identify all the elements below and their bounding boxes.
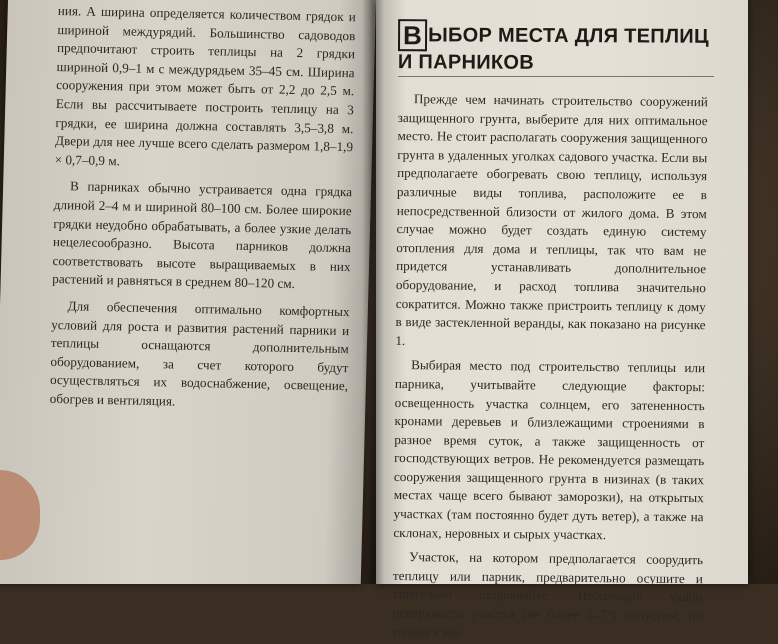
left-page-text [49, 2, 355, 415]
right-paragraph-1: Прежде чем начинать строительство сооружений защищенного грунта, выберите для них оптимальное место. Не стоит располагать сооружения защищенного грунта в удаленных уголках садового участка. Если вы предполагаете обогревать свою теплицу, используя различные виды топлива, расположите ее в непосредственной близости от жилого дома. В этом случае можно будет создать единую систему отопления для дома и теплицы, так что вам не придется устанавливать дополнительное оборудование, и расход топлива значительно сократится. Можно также пристроить теплицу к дому в виде застекленной веранды, как показано на рисунке 1. [395, 91, 708, 348]
title-dropcap: В [398, 19, 427, 51]
right-paragraph-3: Участок, на котором предполагается соорудить теплицу или парник, предварительно осушите и тщательно разровняйте. Небольшой уклон поверхности участка (не более 5–7°) допустим, но только в юж- [392, 549, 704, 640]
left-paragraph-1: ния. А ширина определяется количеством грядок и шириной междурядий. Большинство садоводов предпочитают строить теплицы на 2 грядки шириной 0,9–1 м с междурядьем 35–45 см. Ширина сооружения при этом может быть от 2,2 до 2,5 м. Если вы рассчитываете построить теплицу на 3 грядки, ее ширина должна составлять 3,5–3,8 м. Двери для нее лучше всего сделать размером 1,8–1,9 × 0,7–0,9 м. [54, 2, 356, 169]
title-rule [398, 76, 714, 77]
chapter-title [398, 19, 718, 76]
title-text: ЫБОР МЕСТА ДЛЯ ТЕПЛИЦ И ПАРНИКОВ [397, 24, 709, 74]
book-spine-gutter [362, 0, 384, 584]
left-paragraph-3: Для обеспечения оптимально комфортных условий для роста и развития растений парники и теплицы оснащаются дополнительным оборудованием, за счет которого будут осуществляться их водоснабжение, освещение, обогрев и вентиляция. [49, 298, 350, 409]
right-paragraph-2: Выбирая место под строительство теплицы или парника, учитывайте следующие факторы: освещенность участка солнцем, его затененность кронами деревьев и близлежащими строениями в разное время суток, а также защищенность от господствующих ветров. Не рекомендуется размещать сооружения защищенного грунта в низинах (в таких местах чаще всего бывают заморозки), на открытых участках (там постоянно будет дуть ветер), а также на склонах, неровных и сырых участках. [393, 357, 706, 542]
right-page-text [392, 90, 708, 644]
left-paragraph-2: В парниках обычно устраивается одна грядка длиной 2–4 м и шириной 80–100 см. Более широкие грядки неудобно обрабатывать, а более узкие делать нецелесообразно. Высота парников должна соответствовать высоте выращиваемых в них растений и равняться в среднем 80–120 см. [52, 178, 353, 292]
